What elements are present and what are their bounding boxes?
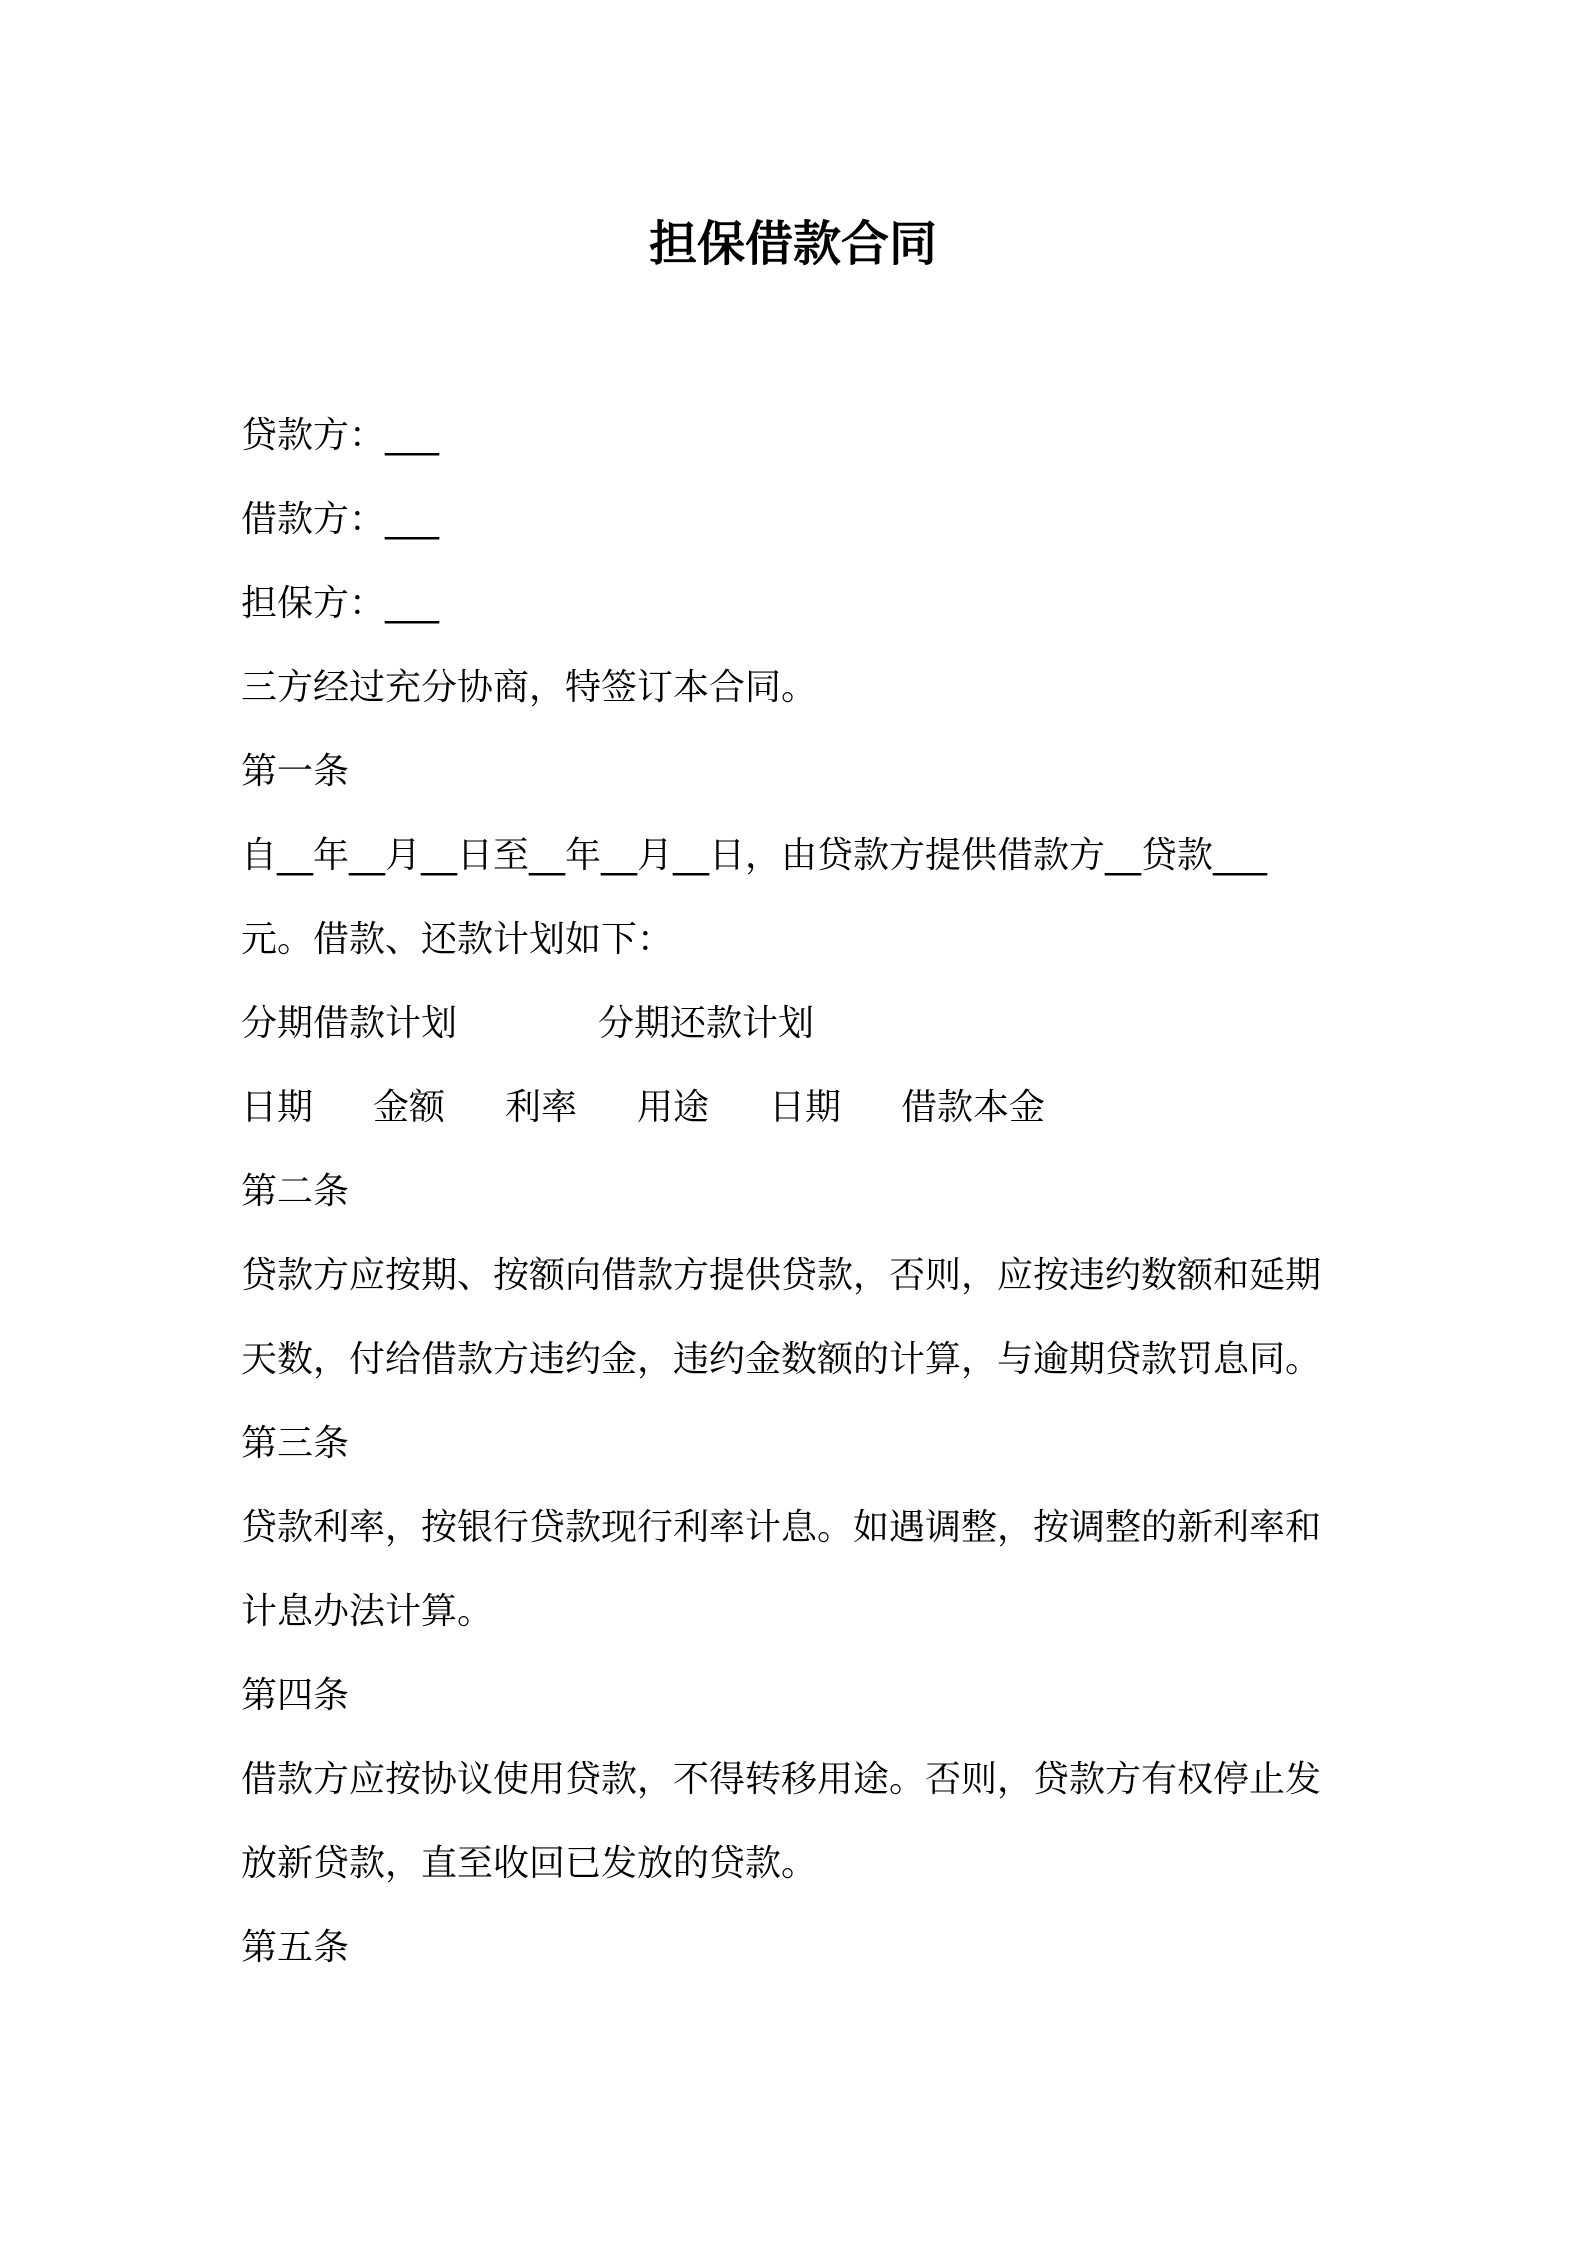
article-3-heading: 第三条 bbox=[241, 1423, 350, 1464]
article-3-text-line-1: 贷款利率，按银行贷款现行利率计息。如遇调整，按调整的新利率和 bbox=[241, 1507, 1322, 1548]
column-purpose: 用途 bbox=[637, 1087, 710, 1128]
article-1-heading: 第一条 bbox=[241, 751, 350, 792]
article-2-heading: 第二条 bbox=[241, 1171, 350, 1212]
plan-group-headers bbox=[241, 1000, 814, 1048]
borrower-line: 借款方：___ bbox=[241, 499, 440, 540]
intro-paragraph: 三方经过充分协商，特签订本合同。 bbox=[241, 667, 818, 708]
article-4-text-line-2: 放新贷款，直至收回已发放的贷款。 bbox=[241, 1843, 818, 1884]
article-3-text-line-2: 计息办法计算。 bbox=[241, 1591, 494, 1632]
column-principal: 借款本金 bbox=[901, 1087, 1046, 1128]
lender-line: 贷款方：___ bbox=[241, 415, 440, 456]
guarantor-line: 担保方：___ bbox=[241, 583, 440, 624]
article-5-heading: 第五条 bbox=[241, 1927, 350, 1968]
page-title: 担保借款合同 bbox=[648, 216, 937, 272]
article-4-text-line-1: 借款方应按协议使用贷款，不得转移用途。否则，贷款方有权停止发 bbox=[241, 1759, 1322, 1800]
repayment-plan-header: 分期还款计划 bbox=[598, 1003, 815, 1044]
article-1-text-line-1: 自__年__月__日至__年__月__日，由贷款方提供借款方__贷款___ bbox=[241, 835, 1268, 876]
column-rate: 利率 bbox=[505, 1087, 578, 1128]
borrowing-plan-header: 分期借款计划 bbox=[241, 1003, 458, 1044]
article-1-text-line-2: 元。借款、还款计划如下： bbox=[241, 919, 674, 960]
column-date-2: 日期 bbox=[769, 1087, 842, 1128]
article-4-heading: 第四条 bbox=[241, 1675, 350, 1716]
column-amount: 金额 bbox=[373, 1087, 446, 1128]
plan-column-headers bbox=[241, 1084, 1045, 1132]
article-2-text-line-2: 天数，付给借款方违约金，违约金数额的计算，与逾期贷款罚息同。 bbox=[241, 1339, 1322, 1380]
article-2-text-line-1: 贷款方应按期、按额向借款方提供贷款，否则，应按违约数额和延期 bbox=[241, 1255, 1322, 1296]
column-date-1: 日期 bbox=[241, 1087, 314, 1128]
